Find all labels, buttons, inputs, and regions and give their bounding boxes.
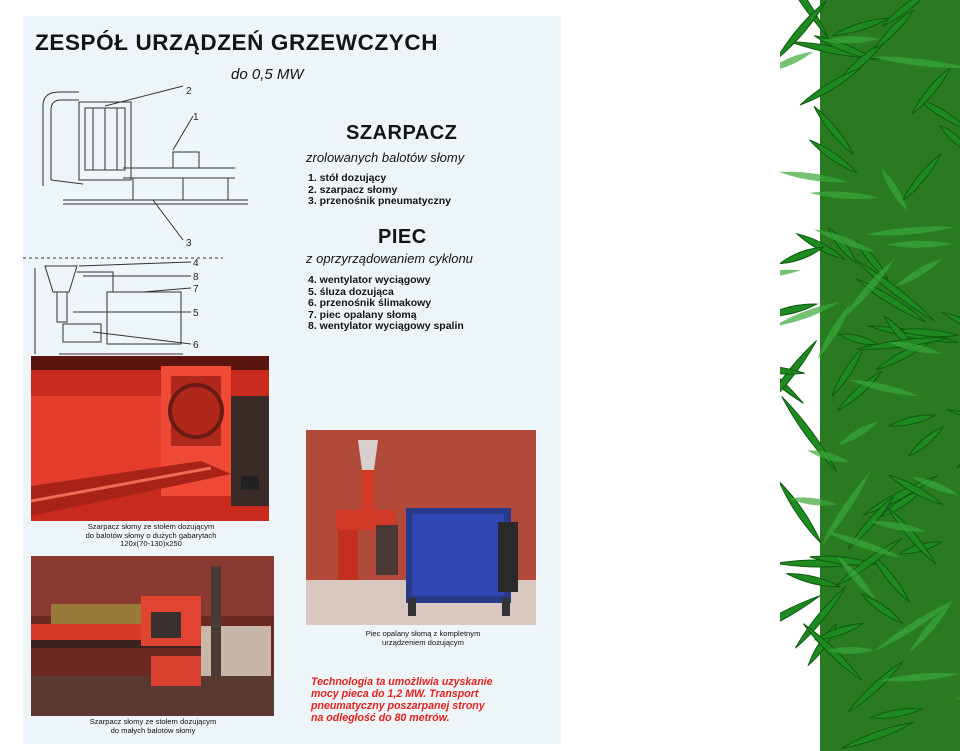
brochure-page [23,16,561,744]
list-item: 1. stół dozujący [308,172,387,184]
szarpacz-description: zrolowanych balotów słomy [306,150,465,165]
szarpacz-heading: SZARPACZ [346,122,458,144]
diagram-label-7: 7 [193,284,199,295]
list-item: 7. piec opalany słomą [308,308,417,321]
diagram-label-8: 8 [193,272,199,283]
bamboo-leaf [780,267,802,283]
diagram-label-4: 4 [193,258,199,269]
list-item: 6. przenośnik ślimakowy [308,297,432,310]
piec-description: z oprzyrządowaniem cyklonu [306,251,473,266]
bamboo-decoration [780,0,960,751]
list-item: 2. szarpacz słomy [308,183,398,196]
diagram-label-1: 1 [193,112,199,123]
piec-parts-list [308,275,464,333]
photo3-caption: Piec opalany słomą z kompletnym urządzeniem dozującym [365,629,481,647]
list-item: 5. śluza dozująca [308,285,394,298]
photo1-caption: Szarpacz słomy ze stołem dozującym do balotów słomy o dużych gabarytach 120x(70-130)x250 [85,522,217,549]
diagram-label-2: 2 [186,86,192,97]
list-item: 8. wentylator wyciągowy spalin [308,320,464,333]
page-subtitle: do 0,5 MW [231,66,304,83]
bamboo-leaf [780,479,824,545]
szarpacz-parts-list [308,173,451,208]
furnace-photo [306,430,536,625]
shredder-large-bales-photo [31,356,269,521]
list-item: 4. wentylator wyciągowy [308,274,431,286]
shredder-small-bales-photo [31,556,274,716]
diagram-label-5: 5 [193,308,199,319]
schematic-diagram [23,80,298,365]
piec-heading: PIEC [378,226,427,248]
technology-note: Technologia ta umożliwia uzyskanie mocy pieca do 1,2 MW. Transport pneumatyczny poszarpanej strony na odległość do 80 metrów. [311,676,493,724]
list-item: 3. przenośnik pneumatyczny [308,195,451,208]
bamboo-leaf [780,244,825,267]
diagram-label-6: 6 [193,340,199,351]
diagram-label-3: 3 [186,238,192,249]
photo2-caption: Szarpacz słomy ze stołem dozującym do małych balotów słomy [89,717,217,735]
page-title: ZESPÓŁ URZĄDZEŃ GRZEWCZYCH [35,30,439,55]
